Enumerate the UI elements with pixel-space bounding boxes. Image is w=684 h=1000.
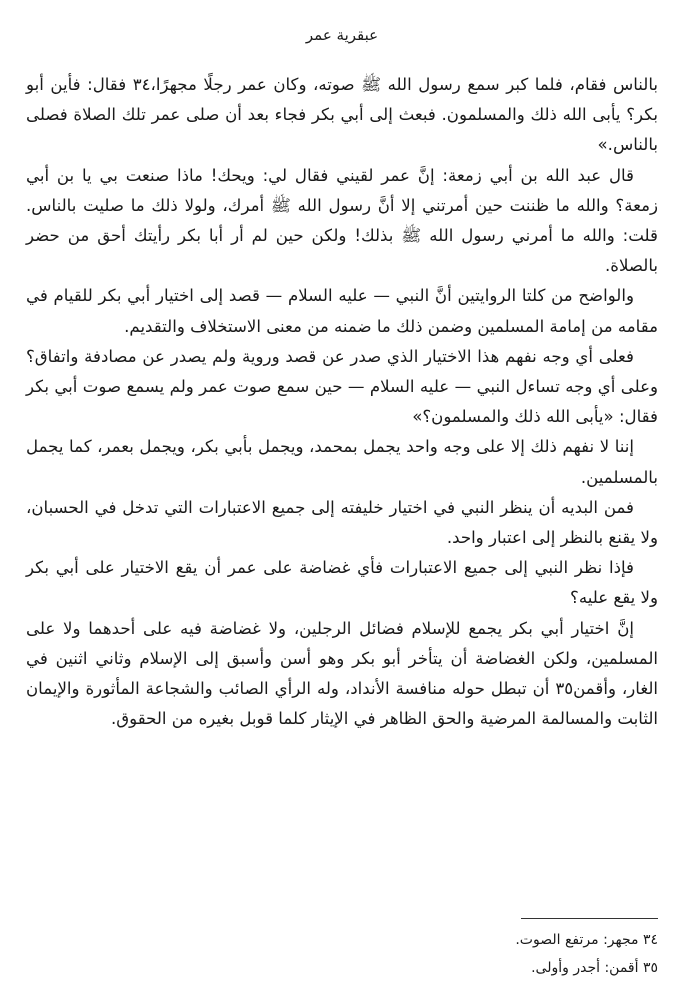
- paragraph-8: إنَّ اختيار أبي بكر يجمع للإسلام فضائل الرجلين، ولا غضاضة فيه على أحدهما ولا على المسلمين، ولكن الغضاضة أن يتأخر أبو بكر وهو أسن وأسبق إلى الإسلام وثاني اثنين في الغار، وأقمن٣٥ أن تبطل حوله منافسة الأنداد، وله الرأي الصائب والشجاعة المأثورة والإيمان الثابت والمسالمة المرضية والحق الظاهر في الإيثار كلما قوبل بغيره من الحقوق.: [26, 618, 658, 729]
- paragraph-3: والواضح من كلتا الروايتين أنَّ النبي — عليه السلام — قصد إلى اختيار أبي بكر للقيام في مقامه من إمامة المسلمين وضمن ذلك ما ضمنه من معنى الاستخلاف والتقديم.: [26, 286, 658, 336]
- footnotes: [26, 926, 658, 982]
- paragraph-6: فمن البديه أن ينظر النبي في اختيار خليفته إلى جميع الاعتبارات التي تدخل في الحسبان، ولا يقنع بالنظر إلى اعتبار واحد.: [26, 497, 658, 548]
- footnote-divider: [521, 918, 658, 919]
- footnote-34: ٣٤ مجهر: مرتفع الصوت.: [515, 932, 658, 948]
- footnote-35: ٣٥ أقمن: أجدر وأولى.: [531, 960, 658, 976]
- running-head: عبقرية عمر: [305, 26, 379, 44]
- paragraph-4: فعلى أي وجه نفهم هذا الاختيار الذي صدر عن قصد وروية ولم يصدر عن مصادفة واتفاق؟ وعلى أي وجه تساءل النبي — عليه السلام — حين سمع صوت عمر ولم يسمع صوت أبي بكر فقال: «يأبى الله ذلك والمسلمون؟»: [26, 346, 658, 427]
- paragraph-1: بالناس فقام، فلما كبر سمع رسول الله ﷺ صوته، وكان عمر رجلًا مجهرًا،٣٤ فقال: فأين أبو بكر؟ يأبى الله ذلك والمسلمون. فبعث إلى أبي بكر فجاء بعد أن صلى عمر تلك الصلاة فصلى بالناس.»: [26, 75, 658, 155]
- paragraph-7: فإذا نظر النبي إلى جميع الاعتبارات فأي غضاضة على عمر أن يقع الاختيار على أبي بكر ولا يقع عليه؟: [26, 558, 658, 608]
- body-text: [26, 70, 658, 734]
- paragraph-2: قال عبد الله بن أبي زمعة: إنَّ عمر لقيني فقال لي: ويحك! ماذا صنعت بي يا بن أبي زمعة؟ والله ما ظننت حين أمرتني إلا أنَّ رسول الله ﷺ أمرك، ولولا ذلك ما صليت بالناس. قلت: والله ما أمرني رسول الله ﷺ بذلك! ولكن حين لم أر أبا بكر رأيتك أحق من حضر بالصلاة.: [26, 165, 658, 276]
- paragraph-5: إننا لا نفهم ذلك إلا على وجه واحد يجمل بمحمد، ويجمل بأبي بكر، ويجمل بعمر، كما يجمل بالمسلمين.: [26, 437, 658, 487]
